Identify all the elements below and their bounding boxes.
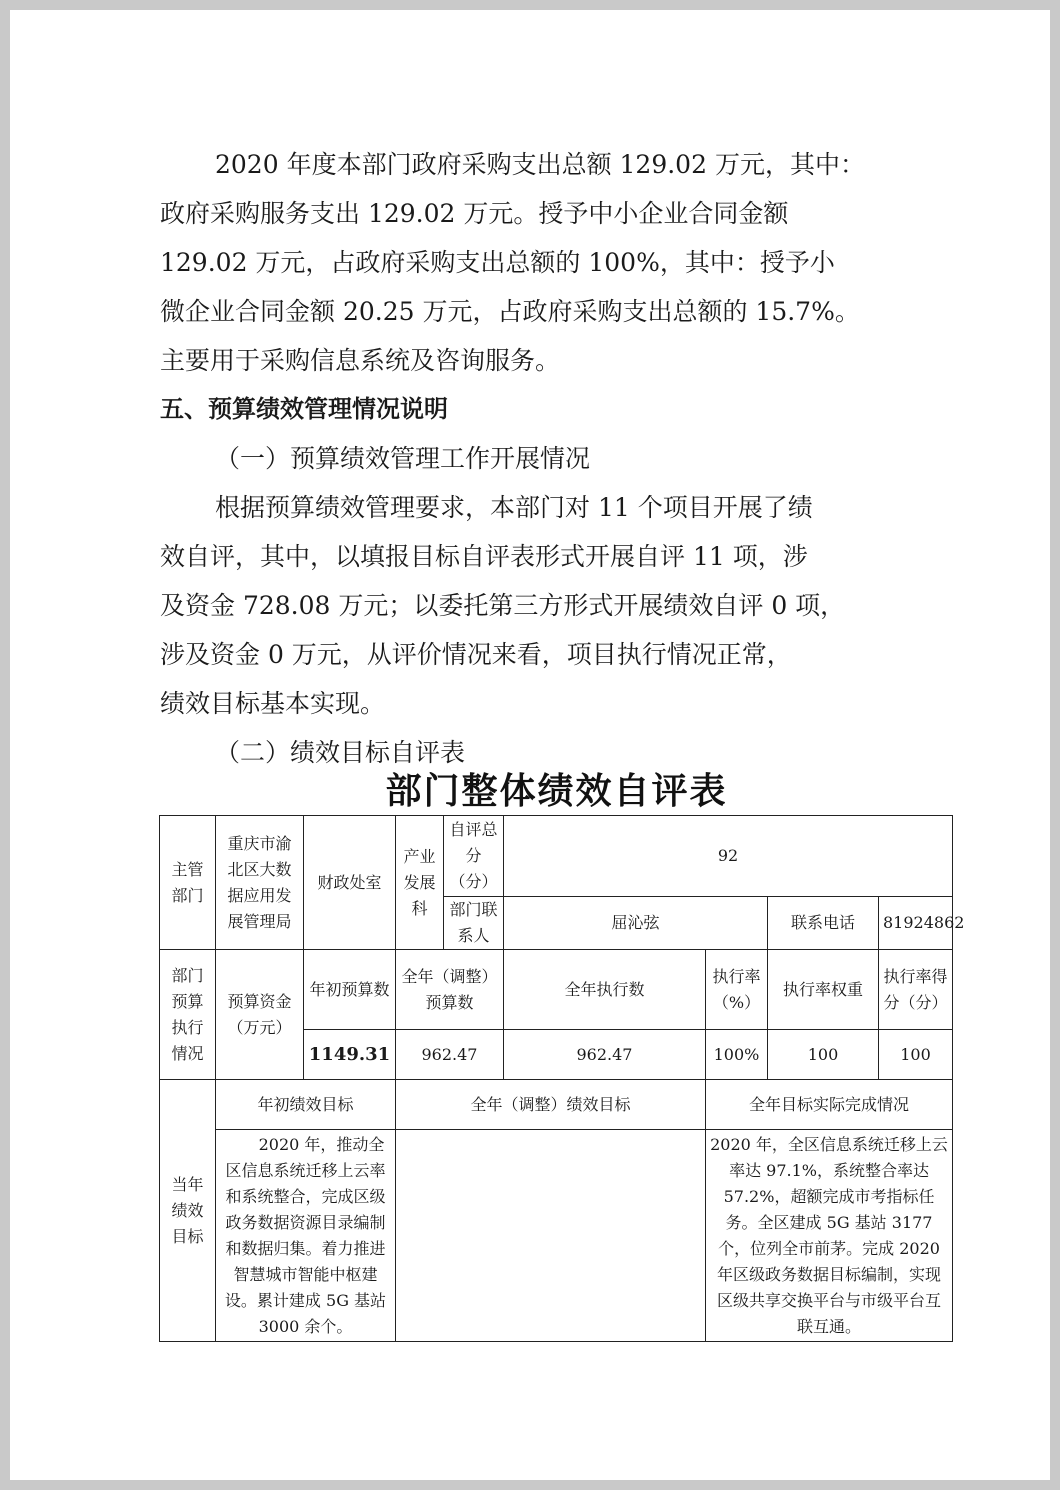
- paragraph-line: 129.02 万元，占政府采购支出总额的 100%，其中：授予小: [160, 248, 835, 277]
- budget-fund-label: 预算资金（万元）: [216, 950, 304, 1080]
- paragraph-line: 主要用于采购信息系统及咨询服务。: [160, 346, 561, 375]
- section-heading: 五、预算绩效管理情况说明: [160, 395, 448, 423]
- paragraph-line: 及资金 728.08 万元；以委托第三方形式开展绩效自评 0 项，: [160, 591, 846, 620]
- col-initial-goal: 年初绩效目标: [216, 1080, 396, 1130]
- total-score: 92: [504, 816, 953, 897]
- executed-value: 962.47: [504, 1030, 706, 1080]
- col-rate-score: 执行率得分（分）: [879, 950, 953, 1030]
- paragraph-line: 2020 年度本部门政府采购支出总额 129.02 万元，其中：: [215, 150, 865, 179]
- paragraph-line: 政府采购服务支出 129.02 万元。授予中小企业合同金额: [160, 199, 789, 228]
- col-executed: 全年执行数: [504, 950, 706, 1030]
- contact-name: 屈沁弦: [504, 897, 768, 950]
- actual-completion-text: 2020 年，全区信息系统迁移上云率达 97.1%，系统整合率达 57.2%，超额完成市考指标任务。全区建成 5G 基站 3177 个，位列全市前茅。完成 2020 年区级政务数据目标编制，实现区级共享交换平台与市级平台互联互通。: [706, 1130, 953, 1342]
- dept-name: 重庆市渝北区大数据应用发展管理局: [216, 816, 304, 950]
- table-title: 部门整体绩效自评表: [385, 770, 728, 812]
- col-execution-rate: 执行率（%）: [706, 950, 768, 1030]
- budget-section-label: 部门预算执行情况: [160, 950, 216, 1080]
- rate-score-value: 100: [879, 1030, 953, 1080]
- paragraph-line: 微企业合同金额 20.25 万元，占政府采购支出总额的 15.7%。: [160, 297, 860, 326]
- office-unit: 产业发展科: [396, 816, 444, 950]
- document-body: [160, 140, 910, 777]
- col-adjusted-budget: 全年（调整）预算数: [396, 950, 504, 1030]
- col-rate-weight: 执行率权重: [768, 950, 879, 1030]
- col-actual-completion: 全年目标实际完成情况: [706, 1080, 953, 1130]
- col-adjusted-goal: 全年（调整）绩效目标: [396, 1080, 706, 1130]
- performance-table: [159, 815, 965, 1342]
- phone-number: 81924862: [879, 897, 953, 950]
- paragraph-line: 根据预算绩效管理要求，本部门对 11 个项目开展了绩: [215, 493, 813, 522]
- initial-goal-text: 2020 年，推动全区信息系统迁移上云率和系统整合，完成区级政务数据资源目录编制和数据归集。着力推进智慧城市智能中枢建设。累计建成 5G 基站 3000 余个。: [216, 1130, 396, 1342]
- contact-label: 部门联系人: [444, 897, 504, 950]
- goals-section-label: 当年绩效目标: [160, 1080, 216, 1342]
- score-label: 自评总分（分）: [444, 816, 504, 897]
- execution-rate-value: 100%: [706, 1030, 768, 1080]
- office-label: 财政处室: [304, 816, 396, 950]
- initial-budget-value: 1149.31: [304, 1030, 396, 1080]
- col-initial-budget: 年初预算数: [304, 950, 396, 1030]
- paragraph-line: 涉及资金 0 万元，从评价情况来看，项目执行情况正常，: [160, 640, 792, 669]
- adjusted-goal-text: [396, 1130, 706, 1342]
- subsection-heading: （二）绩效目标自评表: [215, 738, 466, 767]
- phone-label: 联系电话: [768, 897, 879, 950]
- paragraph-line: 绩效目标基本实现。: [160, 689, 386, 718]
- dept-label: 主管部门: [160, 816, 216, 950]
- paragraph-line: 效自评，其中，以填报目标自评表形式开展自评 11 项，涉: [160, 542, 808, 571]
- subsection-heading: （一）预算绩效管理工作开展情况: [215, 444, 591, 473]
- adjusted-budget-value: 962.47: [396, 1030, 504, 1080]
- rate-weight-value: 100: [768, 1030, 879, 1080]
